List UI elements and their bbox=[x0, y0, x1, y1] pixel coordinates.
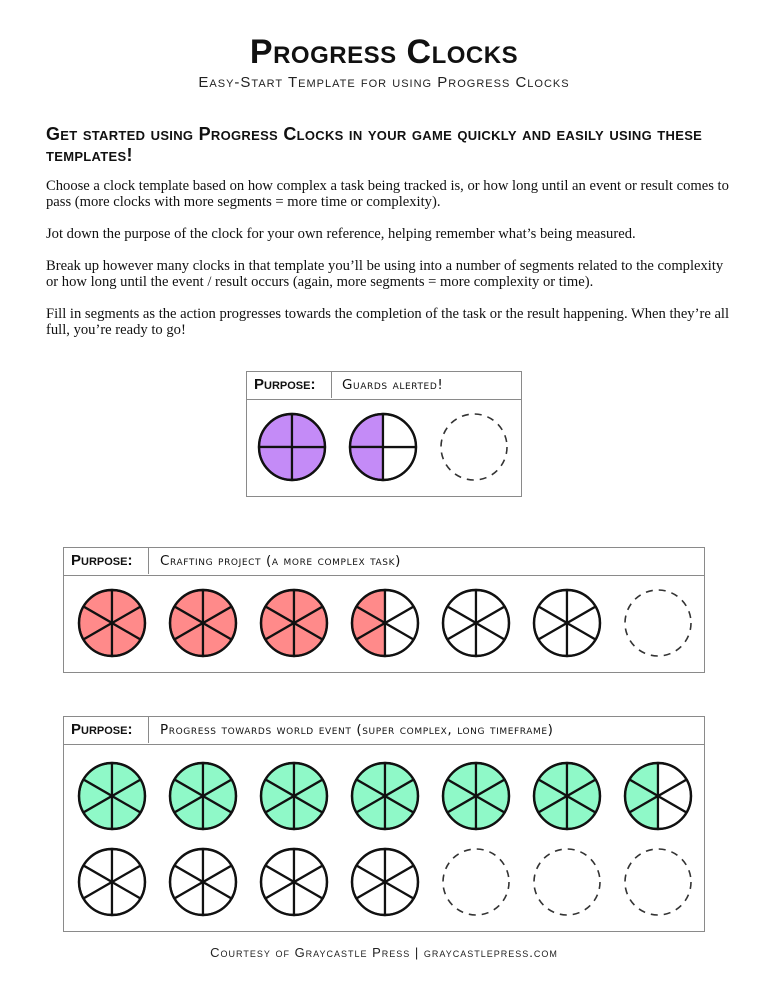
progress-clock[interactable] bbox=[261, 849, 327, 915]
empty-clock[interactable] bbox=[443, 849, 509, 915]
progress-clock[interactable] bbox=[534, 590, 600, 656]
clock-row bbox=[247, 400, 521, 496]
clock-template-complex bbox=[63, 547, 705, 673]
intro-paragraph: Jot down the purpose of the clock for your own reference, helping remember what’s being measured. bbox=[46, 226, 636, 242]
page-subtitle: Easy-Start Template for using Progress Clocks bbox=[198, 74, 570, 91]
purpose-header bbox=[247, 372, 521, 400]
progress-clock[interactable] bbox=[79, 849, 145, 915]
page-title: Progress Clocks bbox=[249, 33, 519, 71]
clock-template-super-complex bbox=[63, 716, 705, 932]
progress-clock[interactable] bbox=[170, 849, 236, 915]
progress-clock[interactable] bbox=[259, 414, 325, 480]
purpose-label: Purpose: bbox=[64, 548, 149, 574]
clock-grid bbox=[64, 745, 704, 931]
progress-clock[interactable] bbox=[79, 763, 145, 829]
empty-clock[interactable] bbox=[534, 849, 600, 915]
progress-clock[interactable] bbox=[352, 849, 418, 915]
clock-template-simple bbox=[246, 371, 522, 497]
purpose-field[interactable]: Guards alerted! bbox=[342, 377, 444, 393]
intro-heading: Get started using Progress Clocks in your game quickly and easily using these templates! bbox=[46, 124, 703, 165]
purpose-field[interactable]: Progress towards world event (super complex, long timeframe) bbox=[160, 722, 554, 738]
progress-clock[interactable] bbox=[261, 763, 327, 829]
empty-clock[interactable] bbox=[441, 414, 507, 480]
progress-clock[interactable] bbox=[625, 763, 691, 829]
intro-paragraph: Choose a clock template based on how complex a task being tracked is, or how long until an event or result comes to pass (more clocks with more segments = more time or complexity). bbox=[46, 178, 729, 210]
progress-clock[interactable] bbox=[443, 590, 509, 656]
footer-credit: Courtesy of Graycastle Press | graycastlepress.com bbox=[210, 945, 558, 960]
progress-clock[interactable] bbox=[170, 763, 236, 829]
progress-clock[interactable] bbox=[534, 763, 600, 829]
intro-body bbox=[46, 178, 736, 354]
intro-paragraph: Break up however many clocks in that template you’ll be using into a number of segments related to the complexity or how long until the event / result occurs (again, more segments = more complexity or time). bbox=[46, 258, 724, 290]
purpose-field[interactable]: Crafting project (a more complex task) bbox=[160, 553, 401, 569]
progress-clock[interactable] bbox=[352, 763, 418, 829]
purpose-header bbox=[64, 717, 704, 745]
empty-clock[interactable] bbox=[625, 590, 691, 656]
progress-clock[interactable] bbox=[170, 590, 236, 656]
purpose-label: Purpose: bbox=[64, 717, 149, 743]
empty-clock[interactable] bbox=[625, 849, 691, 915]
progress-clock[interactable] bbox=[261, 590, 327, 656]
intro-paragraph: Fill in segments as the action progresses towards the completion of the task or the result happening. When they’re all full, you’re ready to go! bbox=[46, 306, 730, 338]
clock-row bbox=[64, 576, 704, 672]
purpose-header bbox=[64, 548, 704, 576]
progress-clock[interactable] bbox=[350, 414, 416, 480]
purpose-label: Purpose: bbox=[247, 372, 332, 398]
progress-clock[interactable] bbox=[352, 590, 418, 656]
progress-clock[interactable] bbox=[443, 763, 509, 829]
progress-clock[interactable] bbox=[79, 590, 145, 656]
